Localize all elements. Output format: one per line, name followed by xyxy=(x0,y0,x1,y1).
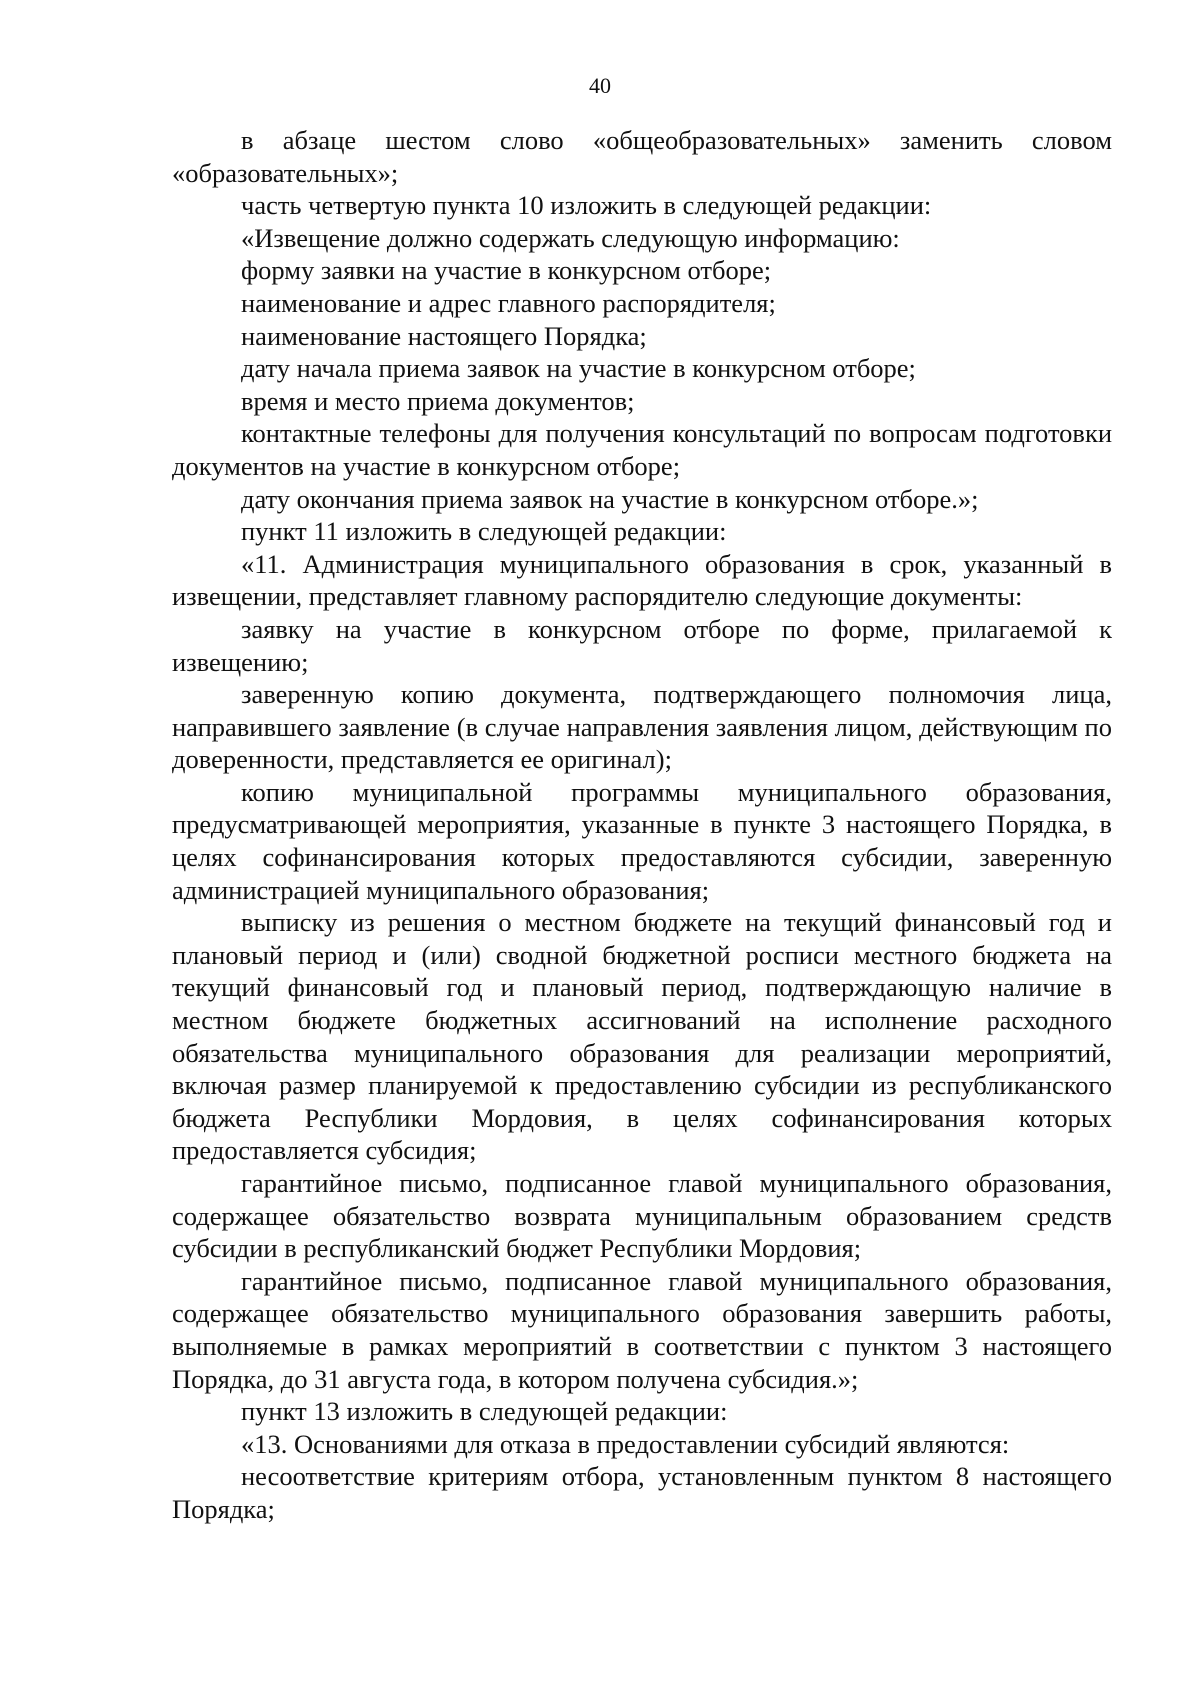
paragraph: наименование настоящего Порядка; xyxy=(241,320,647,351)
paragraph: контактные телефоны для получения консультаций по вопросам подготовки документов на участие в конкурсном отборе; xyxy=(172,418,1112,481)
paragraph: копию муниципальной программы муниципального образования, предусматривающей мероприятия, указанные в пункте 3 настоящего Порядка, в целях софинансирования которых предоставляются субсидии, заверенную администрацией муниципального образования; xyxy=(172,776,1112,905)
page-number: 40 xyxy=(589,73,611,98)
paragraph: «13. Основаниями для отказа в предоставлении субсидий являются: xyxy=(241,1428,1010,1459)
paragraph: дату окончания приема заявок на участие в конкурсном отборе.»; xyxy=(241,483,979,514)
paragraph: несоответствие критериям отбора, установленным пунктом 8 настоящего Порядка; xyxy=(172,1461,1112,1524)
paragraph: гарантийное письмо, подписанное главой муниципального образования, содержащее обязательство возврата муниципальным образованием средств субсидии в республиканский бюджет Республики Мордовия; xyxy=(172,1168,1112,1264)
paragraph: гарантийное письмо, подписанное главой муниципального образования, содержащее обязательство муниципального образования завершить работы, выполняемые в рамках мероприятий в соответствии с пунктом 3 настоящего Порядка, до 31 августа года, в котором получена субсидия.»; xyxy=(172,1265,1112,1394)
paragraph: «11. Администрация муниципального образования в срок, указанный в извещении, представляет главному распорядителю следующие документы: xyxy=(172,548,1112,612)
paragraph: выписку из решения о местном бюджете на текущий финансовый год и плановый период и (или) сводной бюджетной росписи местного бюджета на текущий финансовый год и плановый период, подтверждающую наличие в местном бюджете бюджетных ассигнований на исполнение расходного обязательства муниципального образования для реализации мероприятий, включая размер планируемой к предоставлению субсидии из республиканского бюджета Республики Мордовия, в целях софинансирования которых предоставляется субсидия; xyxy=(172,907,1112,1166)
paragraph: «Извещение должно содержать следующую информацию: xyxy=(241,222,900,253)
paragraph: дату начала приема заявок на участие в конкурсном отборе; xyxy=(241,353,916,384)
paragraph: пункт 13 изложить в следующей редакции: xyxy=(241,1396,728,1427)
paragraph: часть четвертую пункта 10 изложить в следующей редакции: xyxy=(241,190,932,221)
paragraph: заверенную копию документа, подтверждающего полномочия лица, направившего заявление (в случае направления заявления лицом, действующим по доверенности, представляется ее оригинал); xyxy=(172,679,1112,775)
paragraph: форму заявки на участие в конкурсном отборе; xyxy=(241,255,772,286)
paragraph: пункт 11 изложить в следующей редакции: xyxy=(241,516,727,547)
paragraph: время и место приема документов; xyxy=(241,385,635,416)
paragraph: наименование и адрес главного распорядителя; xyxy=(241,287,776,318)
document-body xyxy=(172,124,1112,1526)
paragraph: заявку на участие в конкурсном отборе по форме, прилагаемой к извещению; xyxy=(172,613,1112,677)
paragraph: в абзаце шестом слово «общеобразовательных» заменить словом «образовательных»; xyxy=(172,125,1112,188)
